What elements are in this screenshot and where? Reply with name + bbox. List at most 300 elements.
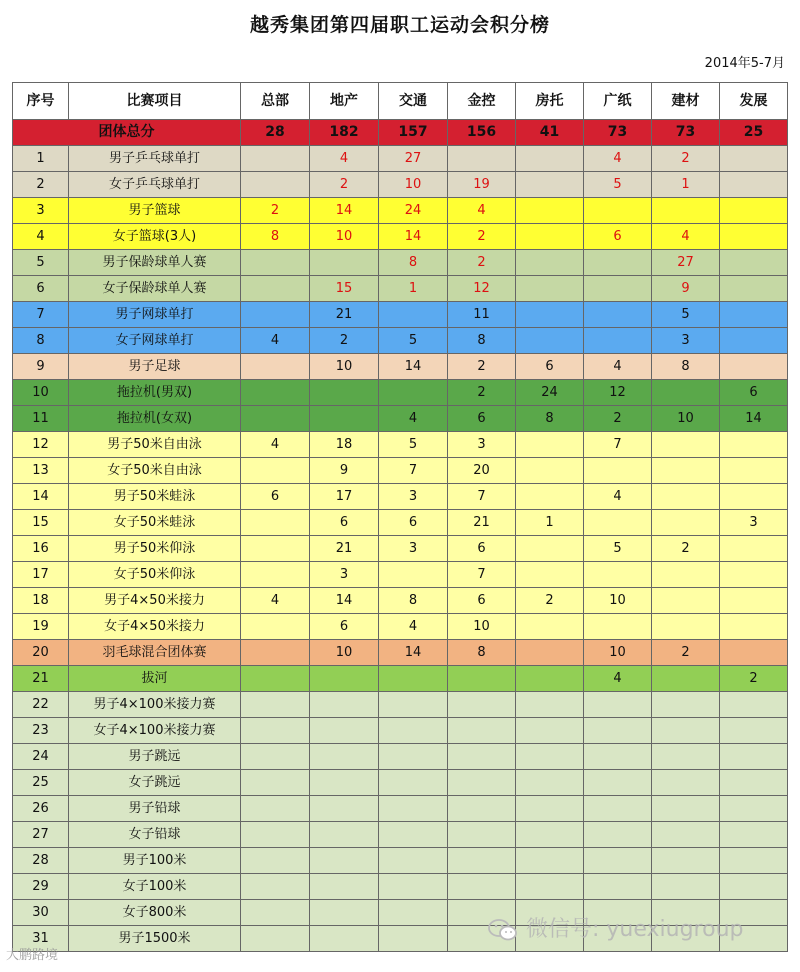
score-cell — [584, 718, 652, 744]
score-cell — [310, 770, 379, 796]
event-name: 女子乒乓球单打 — [69, 172, 241, 198]
score-cell: 7 — [448, 562, 516, 588]
score-cell — [516, 458, 584, 484]
score-cell: 2 — [448, 224, 516, 250]
total-row — [13, 120, 788, 146]
score-cell: 3 — [448, 432, 516, 458]
row-number: 4 — [13, 224, 69, 250]
score-cell: 8 — [448, 328, 516, 354]
row-number: 30 — [13, 900, 69, 926]
score-cell — [720, 302, 788, 328]
score-cell — [720, 640, 788, 666]
score-cell — [516, 146, 584, 172]
row-number: 16 — [13, 536, 69, 562]
score-cell — [379, 848, 448, 874]
event-name: 女子800米 — [69, 900, 241, 926]
score-cell: 21 — [310, 302, 379, 328]
score-cell — [241, 406, 310, 432]
score-cell — [584, 692, 652, 718]
score-cell: 12 — [584, 380, 652, 406]
row-number: 6 — [13, 276, 69, 302]
event-name: 男子篮球 — [69, 198, 241, 224]
total-cell: 28 — [241, 120, 310, 146]
score-cell — [448, 822, 516, 848]
score-cell — [516, 848, 584, 874]
row-number: 9 — [13, 354, 69, 380]
score-cell — [652, 432, 720, 458]
score-cell — [720, 796, 788, 822]
score-cell — [241, 900, 310, 926]
score-cell — [448, 770, 516, 796]
score-cell — [310, 406, 379, 432]
score-table — [12, 82, 788, 952]
score-cell: 2 — [584, 406, 652, 432]
score-cell — [241, 796, 310, 822]
score-cell — [241, 848, 310, 874]
score-cell — [241, 692, 310, 718]
row-number: 7 — [13, 302, 69, 328]
score-cell — [310, 250, 379, 276]
table-row — [13, 874, 788, 900]
score-cell — [379, 744, 448, 770]
score-cell: 15 — [310, 276, 379, 302]
table-row — [13, 172, 788, 198]
score-cell: 7 — [379, 458, 448, 484]
score-cell — [241, 302, 310, 328]
score-cell: 5 — [379, 432, 448, 458]
score-cell — [652, 380, 720, 406]
watermark-text: 微信号: yuexiugroup — [526, 917, 744, 942]
score-cell — [720, 432, 788, 458]
score-cell — [720, 276, 788, 302]
score-cell — [516, 874, 584, 900]
page-title: 越秀集团第四届职工运动会积分榜 — [249, 14, 550, 36]
score-cell: 6 — [379, 510, 448, 536]
score-cell: 2 — [652, 640, 720, 666]
table-row — [13, 536, 788, 562]
score-cell: 2 — [241, 198, 310, 224]
score-cell: 6 — [720, 380, 788, 406]
score-cell: 6 — [241, 484, 310, 510]
score-cell — [652, 796, 720, 822]
table-row — [13, 328, 788, 354]
score-cell: 2 — [310, 172, 379, 198]
event-name: 女子跳远 — [69, 770, 241, 796]
score-cell: 6 — [448, 536, 516, 562]
score-cell — [448, 744, 516, 770]
score-cell — [310, 796, 379, 822]
score-cell — [652, 874, 720, 900]
score-cell — [584, 198, 652, 224]
score-cell — [379, 380, 448, 406]
score-cell: 2 — [652, 536, 720, 562]
row-number: 10 — [13, 380, 69, 406]
score-cell: 14 — [310, 198, 379, 224]
score-cell — [584, 744, 652, 770]
score-cell — [720, 250, 788, 276]
row-number: 19 — [13, 614, 69, 640]
column-header: 比赛项目 — [69, 83, 241, 120]
score-cell — [241, 770, 310, 796]
score-cell — [516, 172, 584, 198]
event-name: 女子网球单打 — [69, 328, 241, 354]
score-cell — [241, 666, 310, 692]
table-row — [13, 146, 788, 172]
total-cell: 156 — [448, 120, 516, 146]
total-cell: 182 — [310, 120, 379, 146]
score-cell — [516, 484, 584, 510]
table-row — [13, 484, 788, 510]
score-cell: 21 — [310, 536, 379, 562]
score-cell — [584, 328, 652, 354]
score-cell — [516, 692, 584, 718]
score-cell — [379, 822, 448, 848]
score-cell — [241, 718, 310, 744]
score-cell: 10 — [584, 588, 652, 614]
score-cell: 4 — [241, 328, 310, 354]
score-cell: 19 — [448, 172, 516, 198]
row-number: 11 — [13, 406, 69, 432]
score-cell — [241, 510, 310, 536]
column-header: 建材 — [652, 83, 720, 120]
total-cell: 41 — [516, 120, 584, 146]
score-cell: 21 — [448, 510, 516, 536]
table-row — [13, 354, 788, 380]
row-number: 1 — [13, 146, 69, 172]
score-cell — [720, 328, 788, 354]
score-cell — [652, 198, 720, 224]
row-number: 28 — [13, 848, 69, 874]
event-name: 女子4×100米接力赛 — [69, 718, 241, 744]
score-cell: 18 — [310, 432, 379, 458]
column-header: 发展 — [720, 83, 788, 120]
score-cell — [241, 380, 310, 406]
table-row — [13, 302, 788, 328]
score-cell: 6 — [310, 510, 379, 536]
event-name: 拖拉机(男双) — [69, 380, 241, 406]
score-cell — [448, 796, 516, 822]
table-row — [13, 796, 788, 822]
table-row — [13, 666, 788, 692]
table-row — [13, 224, 788, 250]
table-row — [13, 250, 788, 276]
event-name: 男子跳远 — [69, 744, 241, 770]
score-cell: 7 — [448, 484, 516, 510]
table-row — [13, 848, 788, 874]
event-name: 女子保龄球单人赛 — [69, 276, 241, 302]
score-cell — [516, 614, 584, 640]
event-name: 女子篮球(3人) — [69, 224, 241, 250]
score-cell — [652, 770, 720, 796]
event-name: 男子乒乓球单打 — [69, 146, 241, 172]
score-cell — [241, 172, 310, 198]
score-cell: 2 — [448, 354, 516, 380]
score-cell — [652, 484, 720, 510]
score-cell: 10 — [310, 224, 379, 250]
score-cell — [584, 614, 652, 640]
score-cell — [516, 796, 584, 822]
table-row — [13, 458, 788, 484]
score-cell — [516, 432, 584, 458]
score-cell: 5 — [379, 328, 448, 354]
score-cell — [379, 900, 448, 926]
score-cell — [720, 614, 788, 640]
score-cell: 20 — [448, 458, 516, 484]
total-label: 团体总分 — [13, 120, 241, 146]
score-cell: 14 — [720, 406, 788, 432]
event-name: 女子50米仰泳 — [69, 562, 241, 588]
table-row — [13, 380, 788, 406]
row-number: 17 — [13, 562, 69, 588]
event-name: 男子铅球 — [69, 796, 241, 822]
score-cell — [310, 718, 379, 744]
score-cell — [448, 666, 516, 692]
score-cell — [241, 926, 310, 952]
score-cell — [379, 692, 448, 718]
score-cell: 10 — [584, 640, 652, 666]
table-row — [13, 640, 788, 666]
score-cell — [241, 458, 310, 484]
total-cell: 25 — [720, 120, 788, 146]
score-cell: 6 — [448, 406, 516, 432]
score-cell: 24 — [516, 380, 584, 406]
score-cell: 1 — [516, 510, 584, 536]
score-cell — [584, 250, 652, 276]
score-cell: 3 — [652, 328, 720, 354]
score-cell — [241, 822, 310, 848]
event-name: 男子50米蛙泳 — [69, 484, 241, 510]
column-header: 金控 — [448, 83, 516, 120]
event-name: 男子50米自由泳 — [69, 432, 241, 458]
score-cell — [652, 510, 720, 536]
score-cell: 4 — [379, 406, 448, 432]
score-cell: 10 — [310, 354, 379, 380]
row-number: 12 — [13, 432, 69, 458]
score-cell: 10 — [310, 640, 379, 666]
score-cell — [241, 146, 310, 172]
score-cell — [310, 926, 379, 952]
score-cell — [310, 900, 379, 926]
score-cell: 9 — [652, 276, 720, 302]
row-number: 2 — [13, 172, 69, 198]
score-cell — [720, 484, 788, 510]
score-cell: 4 — [310, 146, 379, 172]
score-cell — [652, 666, 720, 692]
score-cell: 4 — [241, 432, 310, 458]
wechat-watermark — [488, 910, 744, 950]
score-cell — [584, 796, 652, 822]
score-cell — [379, 302, 448, 328]
score-cell: 3 — [310, 562, 379, 588]
score-cell — [310, 848, 379, 874]
row-number: 23 — [13, 718, 69, 744]
score-cell — [448, 692, 516, 718]
score-cell — [652, 562, 720, 588]
score-cell — [652, 848, 720, 874]
score-cell — [652, 614, 720, 640]
score-cell: 8 — [241, 224, 310, 250]
score-cell: 3 — [720, 510, 788, 536]
event-name: 女子100米 — [69, 874, 241, 900]
score-cell: 5 — [652, 302, 720, 328]
event-name: 女子铅球 — [69, 822, 241, 848]
score-cell — [584, 770, 652, 796]
score-cell: 10 — [379, 172, 448, 198]
score-cell — [720, 198, 788, 224]
score-cell — [379, 562, 448, 588]
row-number: 18 — [13, 588, 69, 614]
score-cell — [516, 822, 584, 848]
table-row — [13, 406, 788, 432]
score-cell: 8 — [652, 354, 720, 380]
event-name: 男子网球单打 — [69, 302, 241, 328]
table-row — [13, 562, 788, 588]
score-cell: 6 — [310, 614, 379, 640]
score-cell: 4 — [448, 198, 516, 224]
event-name: 拔河 — [69, 666, 241, 692]
score-cell — [448, 848, 516, 874]
score-cell — [516, 770, 584, 796]
score-cell: 1 — [379, 276, 448, 302]
score-cell: 8 — [379, 588, 448, 614]
row-number: 29 — [13, 874, 69, 900]
row-number: 31 — [13, 926, 69, 952]
event-name: 男子4×100米接力赛 — [69, 692, 241, 718]
score-cell: 27 — [652, 250, 720, 276]
score-cell: 11 — [448, 302, 516, 328]
score-cell: 8 — [516, 406, 584, 432]
score-cell — [516, 718, 584, 744]
score-cell — [516, 666, 584, 692]
table-row — [13, 718, 788, 744]
score-cell — [584, 822, 652, 848]
score-cell — [720, 588, 788, 614]
score-cell — [720, 172, 788, 198]
score-cell: 5 — [584, 172, 652, 198]
event-name: 女子4×50米接力 — [69, 614, 241, 640]
score-cell — [310, 380, 379, 406]
score-cell: 14 — [379, 354, 448, 380]
row-number: 3 — [13, 198, 69, 224]
column-header: 交通 — [379, 83, 448, 120]
score-cell — [241, 614, 310, 640]
score-cell: 14 — [379, 640, 448, 666]
row-number: 24 — [13, 744, 69, 770]
score-cell — [584, 458, 652, 484]
score-cell: 6 — [448, 588, 516, 614]
score-cell: 4 — [652, 224, 720, 250]
score-cell: 7 — [584, 432, 652, 458]
score-cell: 3 — [379, 536, 448, 562]
row-number: 5 — [13, 250, 69, 276]
score-cell — [720, 458, 788, 484]
table-row — [13, 692, 788, 718]
corner-watermark: 大鹏路境 — [6, 948, 59, 963]
score-cell — [652, 744, 720, 770]
score-cell — [720, 536, 788, 562]
score-cell: 24 — [379, 198, 448, 224]
event-name: 拖拉机(女双) — [69, 406, 241, 432]
score-cell — [584, 874, 652, 900]
score-cell — [241, 276, 310, 302]
score-cell — [720, 744, 788, 770]
table-row — [13, 276, 788, 302]
score-cell — [379, 770, 448, 796]
column-header: 序号 — [13, 83, 69, 120]
score-cell — [241, 744, 310, 770]
score-cell — [448, 874, 516, 900]
score-cell: 1 — [652, 172, 720, 198]
score-cell — [310, 692, 379, 718]
score-cell — [241, 536, 310, 562]
score-cell — [720, 874, 788, 900]
total-cell: 73 — [584, 120, 652, 146]
score-cell — [516, 328, 584, 354]
score-cell — [241, 354, 310, 380]
score-cell — [584, 302, 652, 328]
score-cell: 5 — [584, 536, 652, 562]
score-cell — [720, 848, 788, 874]
score-cell: 12 — [448, 276, 516, 302]
row-number: 27 — [13, 822, 69, 848]
score-cell — [516, 744, 584, 770]
score-cell: 2 — [516, 588, 584, 614]
score-cell — [379, 874, 448, 900]
score-cell — [516, 276, 584, 302]
row-number: 14 — [13, 484, 69, 510]
score-cell — [516, 250, 584, 276]
score-cell — [584, 276, 652, 302]
score-cell: 8 — [379, 250, 448, 276]
score-cell — [720, 822, 788, 848]
score-cell: 4 — [584, 146, 652, 172]
score-cell — [310, 666, 379, 692]
row-number: 8 — [13, 328, 69, 354]
row-number: 13 — [13, 458, 69, 484]
row-number: 15 — [13, 510, 69, 536]
score-cell — [720, 354, 788, 380]
score-cell — [720, 224, 788, 250]
score-cell — [241, 640, 310, 666]
score-cell — [584, 562, 652, 588]
score-cell: 6 — [584, 224, 652, 250]
score-cell: 4 — [584, 484, 652, 510]
row-number: 22 — [13, 692, 69, 718]
score-cell: 4 — [241, 588, 310, 614]
score-cell — [652, 588, 720, 614]
score-cell — [584, 848, 652, 874]
score-cell — [720, 770, 788, 796]
score-cell: 2 — [448, 380, 516, 406]
score-cell — [516, 536, 584, 562]
column-header: 广纸 — [584, 83, 652, 120]
score-cell — [720, 562, 788, 588]
column-header: 房托 — [516, 83, 584, 120]
score-cell — [241, 874, 310, 900]
score-cell — [516, 224, 584, 250]
score-cell: 9 — [310, 458, 379, 484]
score-cell — [652, 718, 720, 744]
table-row — [13, 770, 788, 796]
row-number: 20 — [13, 640, 69, 666]
wechat-icon — [488, 918, 518, 942]
event-name: 羽毛球混合团体赛 — [69, 640, 241, 666]
score-cell — [652, 692, 720, 718]
score-cell — [720, 146, 788, 172]
score-cell — [241, 562, 310, 588]
score-cell — [379, 796, 448, 822]
score-cell — [516, 562, 584, 588]
